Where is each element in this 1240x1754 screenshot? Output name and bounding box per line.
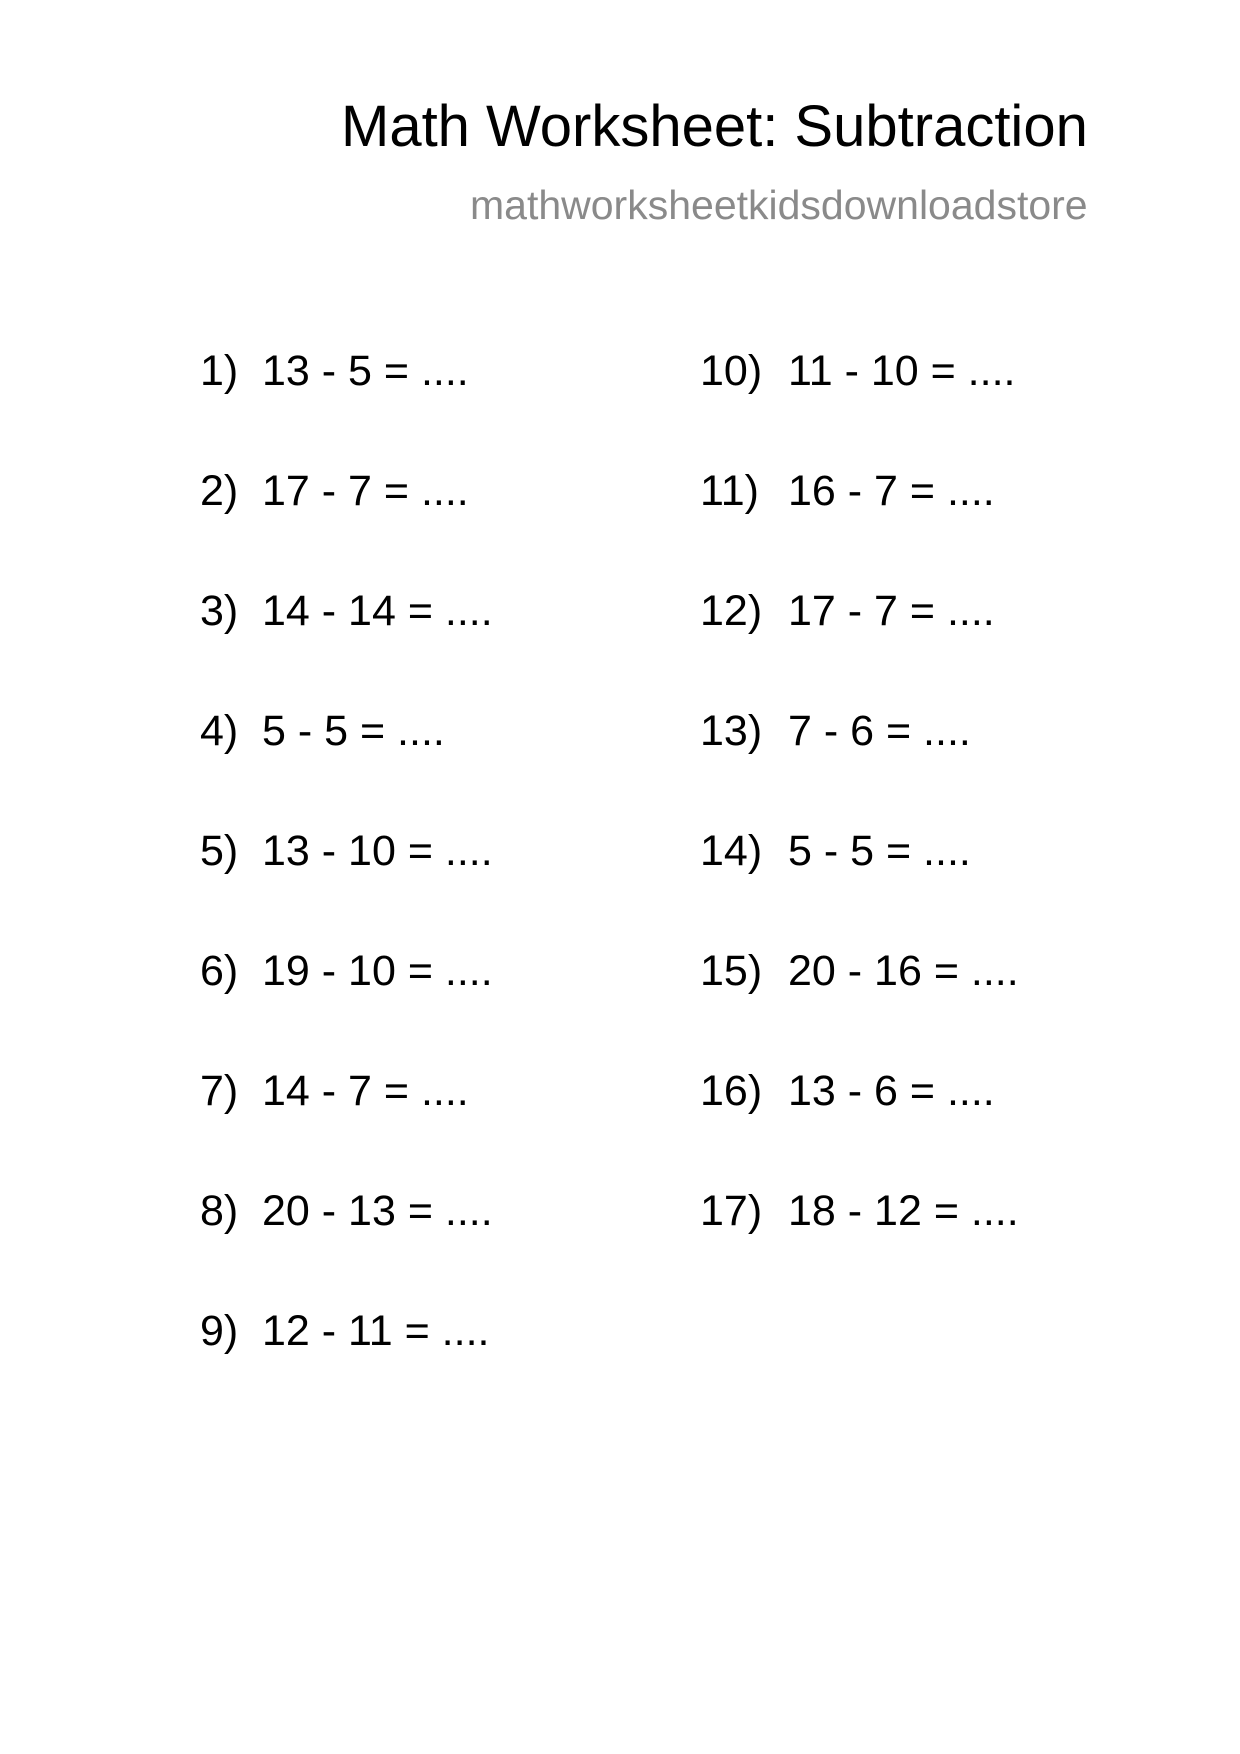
problem-item	[200, 707, 493, 830]
problem-item	[700, 827, 1019, 950]
problem-expression: 19 - 10 = ....	[262, 947, 493, 995]
problem-column-left	[200, 347, 493, 1430]
problem-number: 17)	[700, 1187, 763, 1235]
problem-expression: 18 - 12 = ....	[788, 1187, 1019, 1235]
problem-number: 6)	[200, 947, 239, 995]
problem-item	[700, 347, 1019, 470]
problem-number: 3)	[200, 587, 239, 635]
problem-column-right	[700, 347, 1019, 1310]
problem-number: 1)	[200, 347, 239, 395]
problem-expression: 7 - 6 = ....	[788, 707, 971, 755]
problem-item	[700, 587, 1019, 710]
problem-number: 16)	[700, 1067, 763, 1115]
problem-expression: 13 - 5 = ....	[262, 347, 469, 395]
site-name: mathworksheetkidsdownloadstore	[470, 182, 1088, 228]
problem-expression: 16 - 7 = ....	[788, 467, 995, 515]
problem-expression: 11 - 10 = ....	[788, 347, 1016, 395]
problem-expression: 12 - 11 = ....	[262, 1307, 490, 1355]
problem-item	[700, 467, 1019, 590]
problem-item	[200, 587, 493, 710]
problem-expression: 17 - 7 = ....	[262, 467, 469, 515]
problem-number: 15)	[700, 947, 763, 995]
problem-item	[200, 947, 493, 1070]
problem-expression: 14 - 7 = ....	[262, 1067, 469, 1115]
problem-number: 2)	[200, 467, 239, 515]
problem-number: 11)	[700, 467, 759, 515]
problem-item	[700, 1187, 1019, 1310]
problem-item	[200, 467, 493, 590]
problem-number: 4)	[200, 707, 239, 755]
problem-expression: 5 - 5 = ....	[788, 827, 971, 875]
problem-expression: 17 - 7 = ....	[788, 587, 995, 635]
problem-item	[200, 827, 493, 950]
problem-expression: 13 - 10 = ....	[262, 827, 493, 875]
problem-number: 5)	[200, 827, 239, 875]
problem-expression: 20 - 16 = ....	[788, 947, 1019, 995]
problem-number: 7)	[200, 1067, 239, 1115]
problem-item	[700, 1067, 1019, 1190]
problem-number: 10)	[700, 347, 763, 395]
problem-expression: 5 - 5 = ....	[262, 707, 445, 755]
problem-item	[700, 707, 1019, 830]
problem-number: 12)	[700, 587, 763, 635]
problem-number: 14)	[700, 827, 763, 875]
problem-expression: 14 - 14 = ....	[262, 587, 493, 635]
problem-number: 8)	[200, 1187, 239, 1235]
page-title: Math Worksheet: Subtraction	[341, 94, 1088, 159]
problem-item	[200, 347, 493, 470]
problem-expression: 20 - 13 = ....	[262, 1187, 493, 1235]
problem-item	[200, 1307, 493, 1430]
problem-expression: 13 - 6 = ....	[788, 1067, 995, 1115]
problem-item	[700, 947, 1019, 1070]
problem-item	[200, 1067, 493, 1190]
problem-number: 13)	[700, 707, 763, 755]
problem-item	[200, 1187, 493, 1310]
problem-number: 9)	[200, 1307, 239, 1355]
